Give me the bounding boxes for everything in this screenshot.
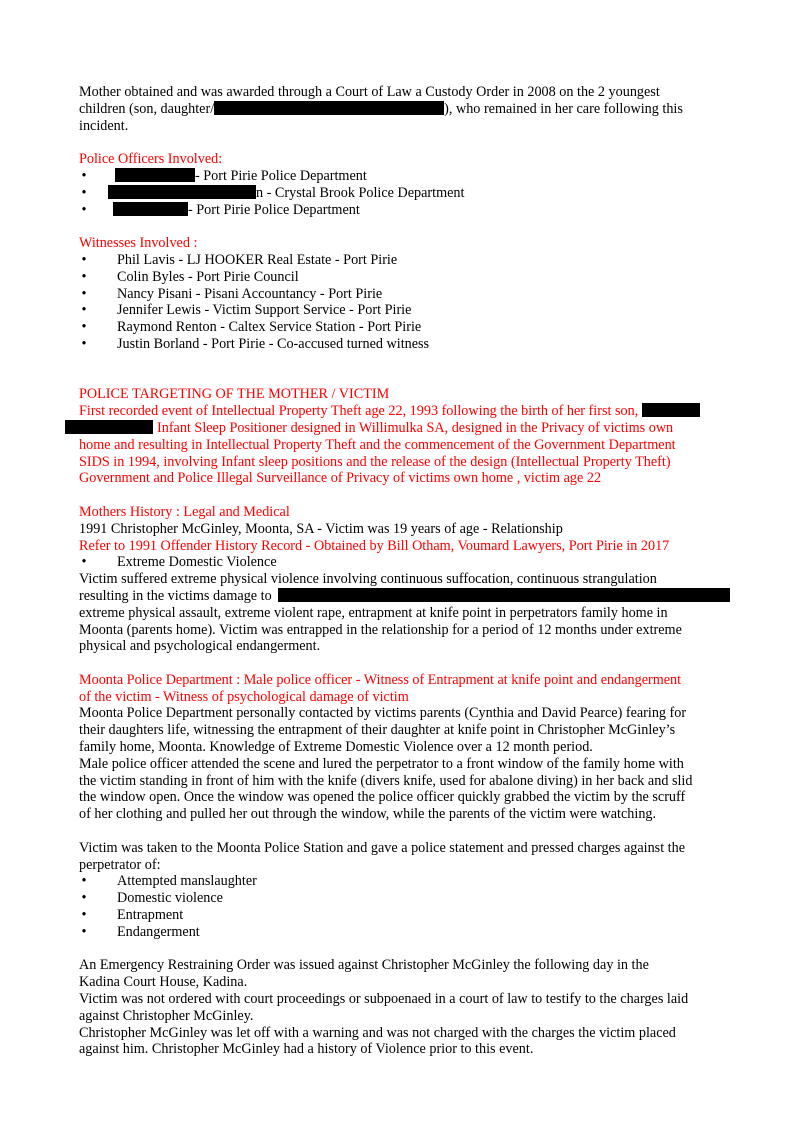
moonta-heading-2: of the victim - Witness of psychological damage of victim: [79, 688, 409, 705]
officer-item: [79, 202, 719, 219]
bullet: •: [81, 251, 87, 268]
targeting-line-2: [65, 420, 719, 437]
witness-text: Jennifer Lewis - Victim Support Service - Port Pirie: [117, 302, 412, 319]
charge-text: Entrapment: [117, 907, 184, 924]
moonta-line-4: Male police officer attended the scene and lured the perpetrator to a front window of the family home with: [79, 755, 684, 772]
charge-text: Endangerment: [117, 923, 200, 940]
order-line-2: Kadina Court House, Kadina.: [79, 974, 248, 991]
witness-text: Phil Lavis - LJ HOOKER Real Estate - Port Pirie: [117, 251, 398, 268]
officer-detail: - Port Pirie Police Department: [188, 201, 360, 218]
witness-item: [79, 302, 719, 319]
redaction-block: [115, 168, 195, 182]
bullet: •: [81, 268, 87, 285]
bullet: •: [81, 302, 87, 319]
officers-heading: Police Officers Involved:: [79, 151, 223, 168]
witnesses-heading: Witnesses Involved :: [79, 235, 198, 252]
witness-item: [79, 319, 719, 336]
custody-line-3: incident.: [79, 117, 129, 134]
redaction-block: [278, 588, 730, 602]
charge-item: [79, 907, 719, 924]
redaction-block: [214, 101, 444, 115]
charges-list: [79, 873, 719, 940]
targeting-line-1-text: First recorded event of Intellectual Property Theft age 22, 1993 following the birth of her first son,: [79, 403, 639, 420]
history-p1: Victim suffered extreme physical violence involving continuous suffocation, continuous strangulation: [79, 571, 657, 588]
station-line-1: Victim was taken to the Moonta Police Station and gave a police statement and pressed charges against the: [79, 839, 686, 856]
targeting-line-5: Government and Police Illegal Surveillance of Privacy of victims own home , victim age 22: [79, 470, 602, 487]
bullet: •: [81, 890, 87, 907]
witness-item: [79, 269, 719, 286]
redaction-block: [108, 185, 256, 199]
bullet: •: [81, 184, 87, 201]
bullet: •: [81, 335, 87, 352]
bullet: •: [81, 554, 87, 571]
charge-text: Attempted manslaughter: [117, 873, 257, 890]
history-list: [79, 554, 719, 571]
custody-line-1: Mother obtained and was awarded through a Court of Law a Custody Order in 2008 on the 2 youngest: [79, 84, 660, 100]
charge-item: [79, 924, 719, 941]
history-heading: Mothers History : Legal and Medical: [79, 503, 290, 520]
bullet: •: [81, 167, 87, 184]
history-p3: extreme physical assault, extreme violent rape, entrapment at knife point in perpetrators family home in: [79, 604, 668, 621]
targeting-line-1: [79, 403, 719, 420]
order-line-4: against Christopher McGinley.: [79, 1007, 254, 1024]
order-line-3: Victim was not ordered with court proceedings or subpoenaed in a court of law to testify to the charges laid: [79, 991, 689, 1008]
order-line-1: An Emergency Restraining Order was issued against Christopher McGinley the following day in the: [79, 957, 649, 974]
redaction-block: [642, 403, 700, 417]
witness-text: Colin Byles - Port Pirie Council: [117, 268, 299, 285]
officers-list: [79, 168, 719, 218]
bullet: •: [81, 907, 87, 924]
witness-item: [79, 336, 719, 353]
order-line-5: Christopher McGinley was let off with a warning and was not charged with the charges the victim placed: [79, 1024, 676, 1041]
moonta-line-7: of her clothing and pulled her out through the window, while the parents of the victim were watching.: [79, 806, 657, 823]
targeting-line-3: home and resulting in Intellectual Property Theft and the commencement of the Government Department: [79, 436, 676, 453]
bullet: •: [81, 319, 87, 336]
witness-text: Nancy Pisani - Pisani Accountancy - Port Pirie: [117, 285, 383, 302]
targeting-heading: POLICE TARGETING OF THE MOTHER / VICTIM: [79, 386, 390, 403]
charge-text: Domestic violence: [117, 890, 223, 907]
charge-item: [79, 890, 719, 907]
bullet: •: [81, 923, 87, 940]
witness-text: Raymond Renton - Caltex Service Station - Port Pirie: [117, 319, 422, 336]
officer-item: [79, 168, 719, 185]
document-page: [79, 84, 719, 1058]
moonta-line-5: the victim standing in front of him with the knife (divers knife, used for abalone diving) in her back and slid: [79, 772, 693, 789]
charge-item: [79, 873, 719, 890]
history-p4: Moonta (parents home). Victim was entrapped in the relationship for a period of 12 months under extreme: [79, 621, 682, 638]
witnesses-list: [79, 252, 719, 353]
history-p2: [79, 588, 719, 605]
officer-item: [79, 185, 719, 202]
custody-line-2: [79, 101, 719, 118]
order-line-6: against him. Christopher McGinley had a history of Violence prior to this event.: [79, 1041, 534, 1058]
moonta-line-1: Moonta Police Department personally contacted by victims parents (Cynthia and David Pearce) fearing for: [79, 705, 687, 722]
history-item-text: Extreme Domestic Violence: [117, 554, 277, 571]
moonta-line-6: the window open. Once the window was opened the police officer quickly grabbed the victim by the scruff: [79, 789, 686, 806]
history-p2-text: resulting in the victims damage to: [79, 587, 272, 604]
officer-detail: - Port Pirie Police Department: [195, 167, 367, 184]
history-refer: Refer to 1991 Offender History Record - Obtained by Bill Otham, Voumard Lawyers, Port Pirie in 2017: [79, 537, 670, 554]
moonta-line-2: their daughters life, witnessing the entrapment of their daughter at knife point in Christopher McGinley’s: [79, 722, 676, 739]
officer-detail: n - Crystal Brook Police Department: [256, 184, 465, 201]
witness-text: Justin Borland - Port Pirie - Co-accused turned witness: [117, 335, 430, 352]
bullet: •: [81, 873, 87, 890]
witness-item: [79, 286, 719, 303]
bullet: •: [81, 285, 87, 302]
bullet: •: [81, 201, 87, 218]
redaction-block: [113, 202, 188, 216]
history-p5: physical and psychological endangerment.: [79, 638, 321, 655]
moonta-heading-1: Moonta Police Department : Male police officer - Witness of Entrapment at knife point and endangerment: [79, 671, 682, 688]
targeting-line-2-text: Infant Sleep Positioner designed in Willimulka SA, designed in the Privacy of victims own: [157, 419, 674, 436]
redaction-block: [65, 420, 153, 434]
station-line-2: perpetrator of:: [79, 856, 161, 873]
witness-item: [79, 252, 719, 269]
history-line-1: 1991 Christopher McGinley, Moonta, SA - Victim was 19 years of age - Relationship: [79, 520, 563, 537]
targeting-line-4: SIDS in 1994, involving Infant sleep positions and the release of the design (Intellectual Property Theft): [79, 453, 671, 470]
history-item: [79, 554, 719, 571]
moonta-line-3: family home, Moonta. Knowledge of Extreme Domestic Violence over a 12 month period.: [79, 739, 593, 756]
custody-line-2-end: ), who remained in her care following this: [444, 100, 683, 117]
custody-line-2-start: children (son, daughter/: [79, 100, 215, 117]
